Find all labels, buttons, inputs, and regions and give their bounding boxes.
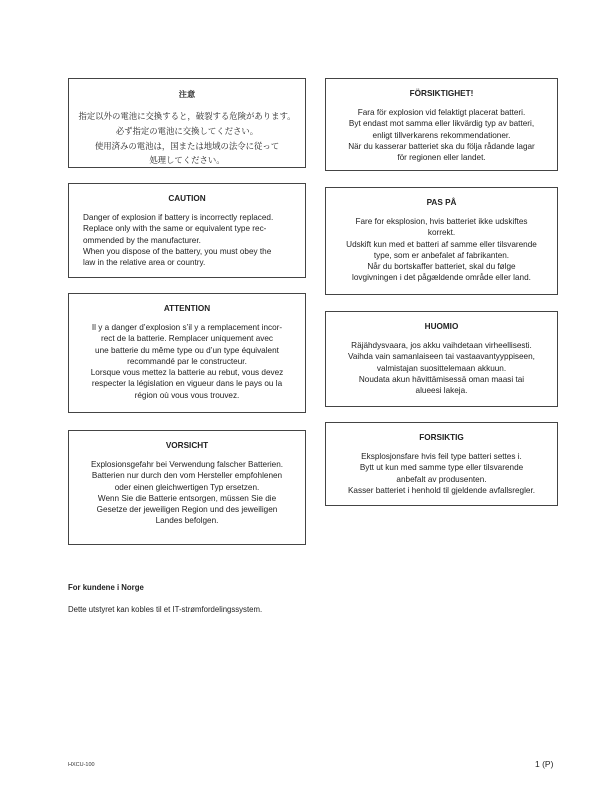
caution-text-swedish <box>334 107 549 163</box>
caution-line: Når du bortskaffer batteriet, skal du følge <box>367 262 516 272</box>
caution-line: lovgivningen i det pågældende område eller land. <box>352 273 531 283</box>
caution-line: une batterie du même type ou d’un type équivalent <box>95 345 279 355</box>
caution-title-japanese: 注意 <box>178 90 196 99</box>
caution-line: Byt endast mot samma eller likvärdig typ av batteri, <box>348 119 535 129</box>
caution-box-finnish <box>325 311 558 407</box>
caution-line: law in the relative area or country. <box>83 258 206 268</box>
caution-title-finnish: HUOMIO <box>424 322 459 331</box>
caution-line: Danger of explosion if battery is incorrectly replaced. <box>83 213 274 222</box>
caution-line: korrekt. <box>427 228 456 238</box>
caution-title-english: CAUTION <box>168 194 206 203</box>
caution-line: Eksplosjonsfare hvis feil type batteri settes i. <box>361 452 522 461</box>
caution-line: type, som er anbefalet af fabrikanten. <box>373 250 510 260</box>
caution-box-english <box>68 183 306 278</box>
norway-section-text: Dette utstyret kan kobles til et IT-strømfordelingssystem. <box>68 605 263 614</box>
caution-line: Räjähdysvaara, jos akku vaihdetaan virheellisesti. <box>351 341 532 350</box>
caution-text-english <box>77 212 297 268</box>
caution-title-swedish: FÖRSIKTIGHET! <box>409 89 474 98</box>
caution-line: Batterien nur durch den vom Hersteller empfohlenen <box>91 471 283 481</box>
caution-box-swedish <box>325 78 558 171</box>
caution-text-norwegian <box>334 451 549 496</box>
norway-section-title: For kundene i Norge <box>68 583 144 592</box>
caution-line: Bytt ut kun med samme type eller tilsvarende <box>359 463 524 473</box>
page-number: 1 (P) <box>535 759 554 769</box>
caution-line: anbefalt av produsenten. <box>396 474 487 484</box>
caution-line: Lorsque vous mettez la batterie au rebut, vous devez <box>90 368 284 378</box>
caution-line: Il y a danger d’explosion s’il y a remplacement incor- <box>91 323 283 332</box>
caution-line: Fara för explosion vid felaktigt placerat batteri. <box>357 108 526 117</box>
caution-line: 処理してください。 <box>149 155 225 166</box>
caution-line: Gesetze der jeweiligen Region und des jeweiligen <box>96 505 278 515</box>
caution-box-french <box>68 293 306 413</box>
caution-text-french <box>77 322 297 401</box>
caution-line: Wenn Sie die Batterie entsorgen, müssen Sie die <box>97 493 277 503</box>
caution-line: Kasser batteriet i henhold til gjeldende avfallsregler. <box>347 485 536 495</box>
model-number: HXCU-100 <box>68 762 95 768</box>
caution-title-danish: PAS PÅ <box>426 198 457 207</box>
caution-title-norwegian: FORSIKTIG <box>419 433 464 442</box>
caution-line: Udskift kun med et batteri af samme eller tilsvarende <box>346 239 537 249</box>
caution-line: Noudata akun hävittämisessä oman maasi tai <box>358 374 525 384</box>
caution-line: Fare for eksplosion, hvis batteriet ikke udskiftes <box>355 217 528 226</box>
caution-line: région où vous vous trouvez. <box>134 390 240 400</box>
caution-text-finnish <box>334 340 549 396</box>
caution-line: 必ず指定の電池に交換してください。 <box>115 125 259 136</box>
caution-line: alueesi lakeja. <box>415 386 468 396</box>
caution-line: Landes befolgen. <box>155 516 219 526</box>
caution-line: När du kasserar batteriet ska du följa rådande lagar <box>348 141 535 151</box>
caution-box-german <box>68 430 306 545</box>
caution-line: 指定以外の電池に交換すると，破裂する危険があります。 <box>78 111 296 121</box>
caution-line: respecter la législation en vigueur dans le pays ou la <box>91 379 283 389</box>
caution-box-norwegian <box>325 422 558 506</box>
caution-line: oder einen gleichwertigen Typ ersetzen. <box>114 482 260 492</box>
caution-line: Explosionsgefahr bei Verwendung falscher Batterien. <box>90 460 284 469</box>
caution-line: enligt tillverkarens rekommendationer. <box>372 130 511 140</box>
caution-text-japanese <box>77 109 297 168</box>
caution-line: 使用済みの電池は，国または地域の法令に従って <box>94 140 280 151</box>
caution-line: ommended by the manufacturer. <box>83 235 201 245</box>
caution-title-german: VORSICHT <box>165 441 209 450</box>
caution-text-german <box>77 459 297 527</box>
caution-text-danish <box>334 216 549 284</box>
caution-box-danish <box>325 187 558 295</box>
caution-line: för regionen eller landet. <box>397 153 486 163</box>
caution-line: valmistajan suosittelemaan akkuun. <box>376 363 507 373</box>
caution-box-japanese <box>68 78 306 168</box>
caution-line: rect de la batterie. Remplacer uniquement avec <box>100 334 274 344</box>
caution-title-french: ATTENTION <box>163 304 211 313</box>
caution-line: Replace only with the same or equivalent type rec- <box>83 224 267 234</box>
caution-line: Vaihda vain samanlaiseen tai vastaavantyyppiseen, <box>348 352 535 362</box>
caution-line: recommandé par le constructeur. <box>127 356 247 366</box>
caution-line: When you dispose of the battery, you must obey the <box>83 246 272 256</box>
